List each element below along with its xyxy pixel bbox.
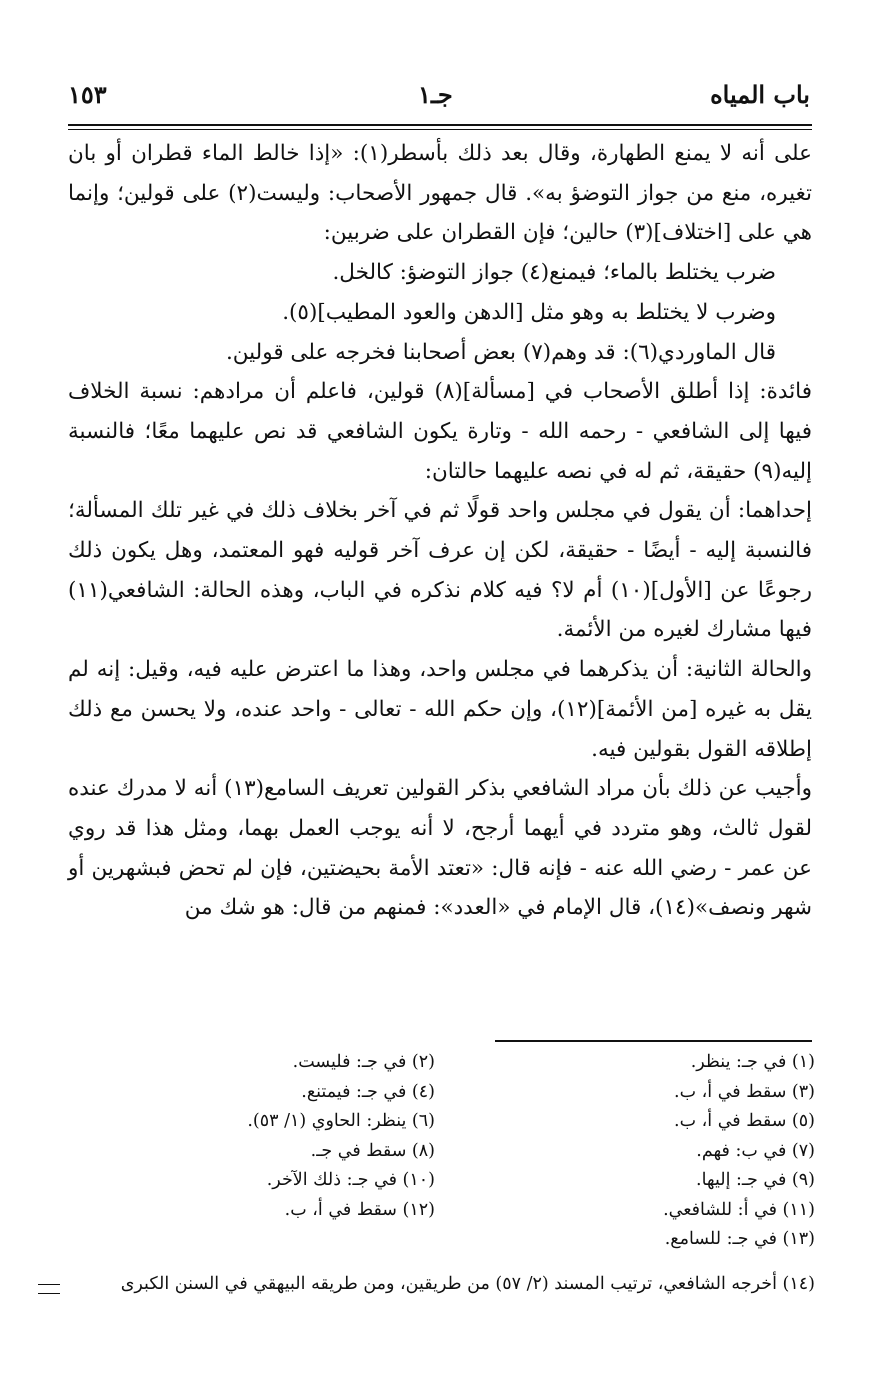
paragraph: على أنه لا يمنع الطهارة، وقال بعد ذلك بأسطر(١): «إذا خالط الماء قطران أو بان تغيره، منع من جواز التوضؤ به». قال جمهور الأصحاب: وليست(٢) على قولين؛ وإنما هي على [اختلاف](٣) حالين؛ فإن القطران على ضربين: [68, 141, 812, 246]
header-rule-thick [68, 124, 812, 126]
footnote: (٢) في جـ: فليست. [292, 1052, 435, 1072]
paragraph: قال الماوردي(٦): قد وهم(٧) بعض أصحابنا فخرجه على قولين. [225, 339, 776, 365]
footnotes-right-column [485, 1048, 815, 1255]
footnote: (٦) ينظر: الحاوي (١/ ٥٣). [247, 1111, 435, 1131]
header-rule-thin [68, 129, 812, 130]
running-header [68, 80, 810, 120]
footnote: (٩) في جـ: إليها. [696, 1170, 815, 1190]
footnote-separator [495, 1040, 812, 1042]
footnote-long: (١٤) أخرجه الشافعي، ترتيب المسند (٢/ ٥٧) من طريقين، ومن طريقه البيهقي في السنن الكبرى [120, 1274, 815, 1294]
footnote: (٥) سقط في أ، ب. [674, 1111, 815, 1131]
chapter-title: باب المياه [710, 80, 810, 109]
paragraph: وضرب لا يختلط به وهو مثل [الدهن والعود المطيب](٥). [282, 299, 776, 325]
paragraph: إحداهما: أن يقول في مجلس واحد قولًا ثم في آخر بخلاف ذلك في غير تلك المسألة؛ فالنسبة إليه - أيضًا - حقيقة، لكن إن عرف آخر قوليه فهو المعتمد، وهل يكون ذلك رجوعًا عن [الأول](١٠) أم لا؟ فيه كلام نذكره في الباب، وهذه الحالة: الشافعي(١١) فيها مشارك لغيره من الأئمة. [68, 498, 812, 643]
footnote: (١٠) في جـ: ذلك الآخر. [266, 1170, 435, 1190]
footnote: (٣) سقط في أ، ب. [674, 1081, 815, 1102]
footnote: (١٢) سقط في أ، ب. [284, 1199, 435, 1220]
footnote: (٧) في ب: فهم. [696, 1140, 815, 1161]
continuation-mark [38, 1284, 60, 1294]
paragraph: والحالة الثانية: أن يذكرهما في مجلس واحد، وهذا ما اعترض عليه فيه، وقيل: إنه لم يقل به غيره [من الأئمة](١٢)، وإن حكم الله - تعالى - واحد عنده، ولا يحسن مع ذلك إطلاقه القول بقولين فيه. [68, 657, 813, 762]
page-number: ١٥٣ [68, 80, 107, 109]
footnotes-left-column [105, 1048, 435, 1225]
volume-label: جـ١ [418, 80, 453, 109]
footnote: (١١) في أ: للشافعي. [663, 1199, 815, 1220]
footnote: (١٣) في جـ: للسامع. [664, 1229, 815, 1249]
paragraph: ضرب يختلط بالماء؛ فيمنع(٤) جواز التوضؤ: كالخل. [332, 260, 776, 286]
footnotes [68, 1048, 815, 1294]
footnote: (١) في جـ: ينظر. [690, 1052, 815, 1072]
main-text [68, 134, 812, 928]
paragraph: وأجيب عن ذلك بأن مراد الشافعي بذكر القولين تعريف السامع(١٣) أنه لا مدرك عنده لقول ثالث، وهو متردد في أيهما أرجح، لا أنه يوجب العمل بهما، ومثل هذا قد روي عن عمر - رضي الله عنه - فإنه قال: «تعتد الأمة بحيضتين، فإن لم تحض فبشهرين أو شهر ونصف»(١٤)، قال الإمام في «العدد»: فمنهم من قال: هو شك من [68, 776, 812, 921]
footnote: (٨) سقط في جـ. [310, 1140, 435, 1161]
footnote: (٤) في جـ: فيمتنع. [301, 1081, 435, 1102]
paragraph: فائدة: إذا أطلق الأصحاب في [مسألة](٨) قولين، فاعلم أن مرادهم: نسبة الخلاف فيها إلى الشافعي - رحمه الله - وتارة يكون الشافعي قد نص عليهما معًا؛ فالنسبة إليه(٩) حقيقة، ثم له في نصه عليهما حالتان: [68, 379, 813, 484]
